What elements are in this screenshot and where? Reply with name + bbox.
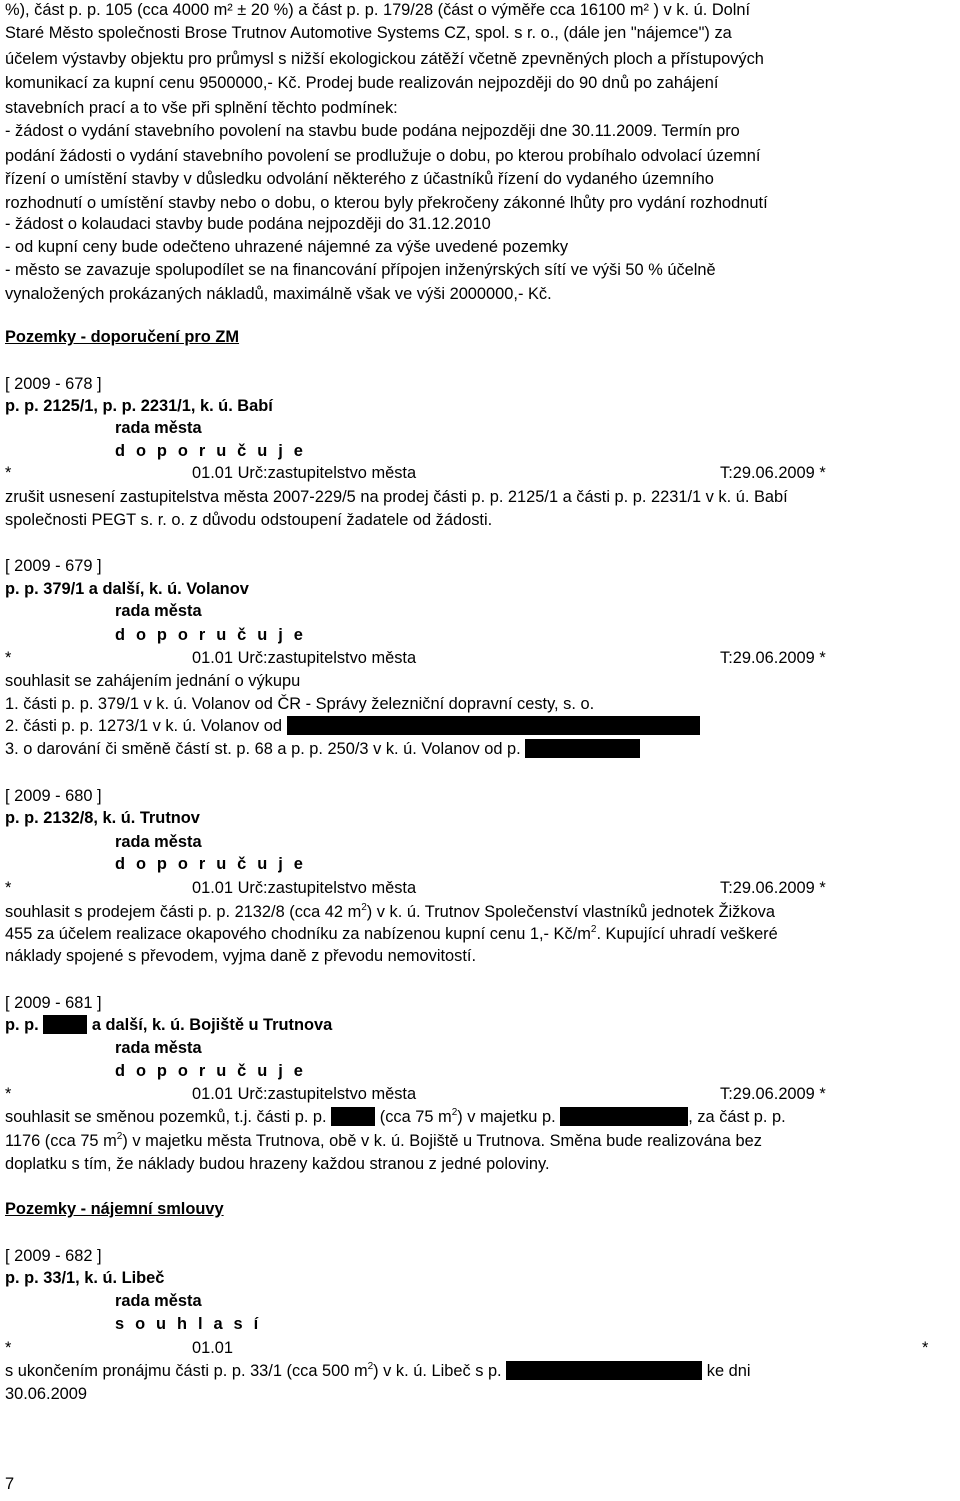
resolution-text: 1176 (cca 75 $m^2$) v majetku města Trutnova, obě v k. ú. Bojiště u Trutnova. Směna bude realizována bez [5,1131,762,1150]
resolution-title: p. p. 379/1 a další, k. ú. Volanov [5,580,249,598]
resolution-body: rada města [115,419,202,437]
resolution-verb: d o p o r u č u j e [115,626,307,644]
resolution-term: T:29.06.2009 * [720,879,826,897]
redaction-block [331,1107,375,1126]
redaction-block [560,1107,688,1126]
page-number: 7 [5,1475,15,1493]
resolution-ref: [ 2009 - 680 ] [5,787,102,805]
resolution-text: 2. části p. p. 1273/1 v k. ú. Volanov od [5,716,700,736]
intro-line: účelem výstavby objektu pro průmysl s nižší ekologickou zátěží včetně zpevněných ploch a přístupových [5,50,764,68]
redaction-block [287,716,700,735]
intro-line: rozhodnutí o umístění stavby nebo o dobu, o kterou byly překročeny zákonné lhůty pro vydání rozhodnutí [5,194,768,212]
resolution-text: náklady spojené s převodem, vyjma daně z převodu nemovitostí. [5,947,477,965]
intro-line: Staré Město společnosti Brose Trutnov Automotive Systems CZ, spol. s r. o., (dále jen "nájemce") za [5,24,732,42]
resolution-ref: [ 2009 - 682 ] [5,1247,102,1265]
resolution-code: 01.01 Urč:zastupitelstvo města [192,464,417,482]
intro-line: řízení o umístění stavby v důsledku odvolání některého z účastníků řízení do vydaného územního [5,170,714,188]
resolution-star-end: * [922,1339,929,1357]
resolution-text: zrušit usnesení zastupitelstva města 2007-229/5 na prodej části p. p. 2125/1 a části p. p. 2231/1 v k. ú. Babí [5,488,788,506]
resolution-verb: d o p o r u č u j e [115,442,307,460]
resolution-verb: s o u h l a s í [115,1315,262,1333]
resolution-text: 3. o darování či směně částí st. p. 68 a p. p. 250/3 v k. ú. Volanov od p. [5,739,640,759]
resolution-title: p. p. 2125/1, p. p. 2231/1, k. ú. Babí [5,397,273,415]
resolution-title: p. p. a další, k. ú. Bojiště u Trutnova [5,1016,333,1034]
intro-line: komunikací za kupní cenu 9500000,- Kč. Prodej bude realizován nejpozději do 90 dnů po zahájení [5,74,719,92]
resolution-code: 01.01 [192,1339,234,1357]
resolution-text: 455 za účelem realizace okapového chodníku za nabízenou kupní cenu 1,- $Kč/m^2$. Kupující uhradí veškeré [5,924,778,943]
resolution-text: doplatku s tím, že náklady budou hrazeny každou stranou z jedné poloviny. [5,1155,550,1173]
resolution-code: 01.01 Urč:zastupitelstvo města [192,649,417,667]
resolution-text: souhlasit s prodejem části p. p. 2132/8 (cca 42 $m^2$) v k. ú. Trutnov Společenství vlastníků jednotek Žižkova [5,902,775,921]
resolution-verb: d o p o r u č u j e [115,855,307,873]
resolution-text: souhlasit se zahájením jednání o výkupu [5,672,301,690]
resolution-text: 1. části p. p. 379/1 v k. ú. Volanov od ČR - Správy železniční dopravní cesty, s. o. [5,695,595,713]
intro-line: - město se zavazuje spolupodílet se na financování přípojen inženýrských sítí ve výši 50 % účelně [5,261,716,279]
resolution-code: 01.01 Urč:zastupitelstvo města [192,1085,417,1103]
resolution-body: rada města [115,833,202,851]
resolution-star: * [5,649,12,667]
resolution-title: p. p. 33/1, k. ú. Libeč [5,1269,165,1287]
resolution-title: p. p. 2132/8, k. ú. Trutnov [5,809,200,827]
intro-line: %), část p. p. 105 (cca 4000 m² ± 20 %) a část p. p. 179/28 (část o výměře cca 16100 m² ) v k. ú. Dolní [5,1,751,19]
section-heading: Pozemky - nájemní smlouvy [5,1200,224,1218]
resolution-term: T:29.06.2009 * [720,464,826,482]
intro-line: stavebních prací a to vše při splnění těchto podmínek: [5,99,398,117]
resolution-verb: d o p o r u č u j e [115,1062,307,1080]
resolution-text: souhlasit se směnou pozemků, t.j. části p. p. (cca 75 $m^2$) v majetku p. , za část p. p. [5,1107,786,1126]
resolution-term: T:29.06.2009 * [720,649,826,667]
resolution-star: * [5,464,12,482]
intro-line: - žádost o vydání stavebního povolení na stavbu bude podána nejpozději dne 30.11.2009. Termín pro [5,122,740,140]
resolution-star: * [5,879,12,897]
intro-line: - od kupní ceny bude odečteno uhrazené nájemné za výše uvedené pozemky [5,238,569,256]
resolution-term: T:29.06.2009 * [720,1085,826,1103]
resolution-text: společnosti PEGT s. r. o. z důvodu odstoupení žadatele od žádosti. [5,511,493,529]
resolution-text: 30.06.2009 [5,1385,88,1403]
resolution-body: rada města [115,1039,202,1057]
resolution-body: rada města [115,1292,202,1310]
resolution-code: 01.01 Urč:zastupitelstvo města [192,879,417,897]
resolution-star: * [5,1339,12,1357]
resolution-ref: [ 2009 - 678 ] [5,375,102,393]
resolution-text: s ukončením pronájmu části p. p. 33/1 (cca 500 $m^2$) v k. ú. Libeč s p. ke dni [5,1361,751,1380]
resolution-star: * [5,1085,12,1103]
intro-line: podání žádosti o vydání stavebního povolení se prodlužuje o dobu, po kterou probíhalo odvolací územní [5,147,761,165]
intro-line: vynaložených prokázaných nákladů, maximálně však ve výši 2000000,- Kč. [5,285,552,303]
redaction-block [43,1015,87,1034]
intro-line: - žádost o kolaudaci stavby bude podána nejpozději do 31.12.2010 [5,215,491,233]
redaction-block [506,1361,702,1380]
resolution-ref: [ 2009 - 681 ] [5,994,102,1012]
resolution-ref: [ 2009 - 679 ] [5,557,102,575]
section-heading: Pozemky - doporučení pro ZM [5,328,240,346]
redaction-block [525,739,640,758]
resolution-body: rada města [115,602,202,620]
